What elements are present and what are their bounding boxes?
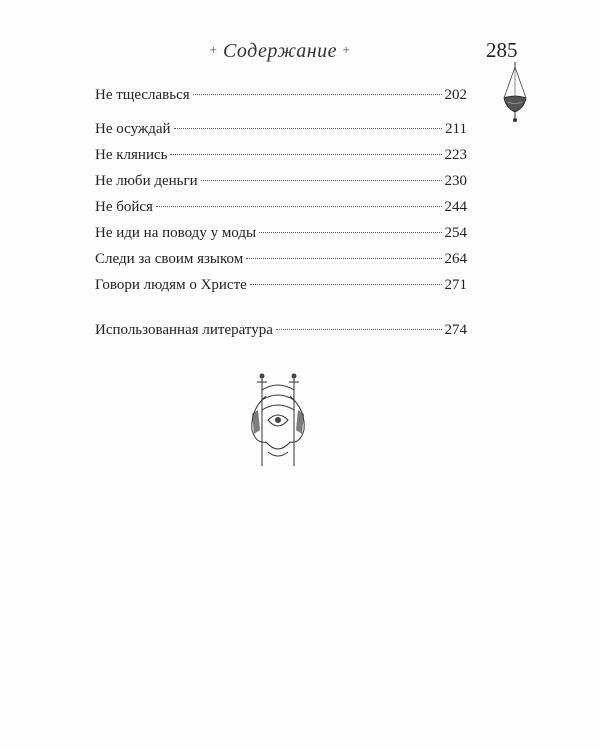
toc-entry-page: 264 xyxy=(444,251,467,267)
header-title xyxy=(200,40,360,63)
toc-entry-title: Не бойся xyxy=(95,199,153,215)
toc-group-3 xyxy=(95,317,467,343)
toc-entry-title: Следи за своим языком xyxy=(95,251,244,267)
toc-entry-page: 254 xyxy=(444,225,467,241)
dot-leader xyxy=(201,180,442,181)
toc-entry xyxy=(95,116,467,142)
dot-leader xyxy=(246,258,441,259)
hanging-lamp-icon xyxy=(496,62,534,132)
toc-entry-title: Говори людям о Христе xyxy=(95,277,247,293)
dot-leader xyxy=(156,206,442,207)
toc-entry-page: 271 xyxy=(444,277,467,293)
toc-entry-page: 274 xyxy=(444,322,467,338)
toc-entry-title: Использованная литература xyxy=(95,322,273,338)
toc-entry-title: Не люби деньги xyxy=(95,173,198,189)
dot-leader xyxy=(174,128,442,129)
toc-entry-page: 202 xyxy=(444,87,467,103)
toc-entry xyxy=(95,272,467,298)
header-title-text: Содержание xyxy=(222,40,338,62)
toc-entry-title: Не тщеславься xyxy=(95,87,190,103)
dot-leader xyxy=(259,232,441,233)
page-number: 285 xyxy=(486,38,518,62)
dot-leader xyxy=(170,154,441,155)
toc-entry xyxy=(95,317,467,343)
dot-leader xyxy=(193,94,442,95)
toc-entry-title: Не иди на поводу у моды xyxy=(95,225,257,241)
dot-leader xyxy=(250,284,442,285)
toc-entry-title: Не клянись xyxy=(95,147,168,163)
cross-ornament-icon xyxy=(238,370,318,470)
toc-group-2 xyxy=(95,116,467,298)
toc-entry xyxy=(95,220,467,246)
toc-entry xyxy=(95,168,467,194)
cross-left-icon: + xyxy=(209,42,218,57)
cross-right-icon: + xyxy=(342,42,351,57)
toc-group-1 xyxy=(95,82,467,108)
toc-entry-page: 230 xyxy=(444,173,467,189)
toc-entry xyxy=(95,194,467,220)
toc-entry-page: 244 xyxy=(444,199,467,215)
toc-entry xyxy=(95,246,467,272)
toc-entry-page: 211 xyxy=(445,121,467,137)
dot-leader xyxy=(276,329,442,330)
toc-entry-page: 223 xyxy=(444,147,467,163)
toc-entry xyxy=(95,82,467,108)
toc-entry-title: Не осуждай xyxy=(95,121,171,137)
toc-entry xyxy=(95,142,467,168)
